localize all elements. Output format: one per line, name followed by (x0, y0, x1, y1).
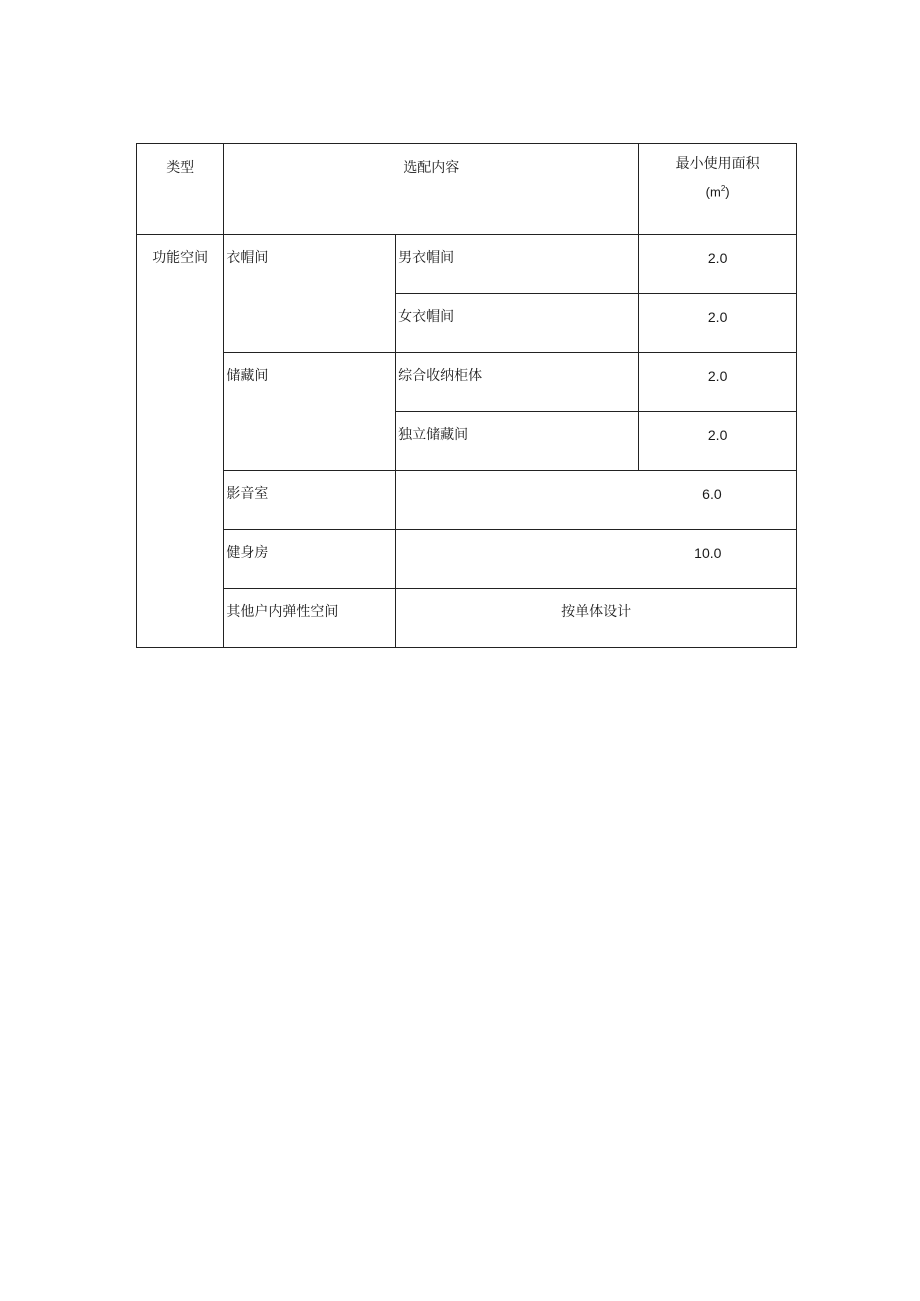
table-row (137, 235, 797, 294)
table-row (137, 471, 797, 530)
area-cell: 2.0 (639, 353, 797, 412)
table-header-row (137, 144, 797, 235)
category-cell: 功能空间 (137, 235, 224, 648)
area-cell: 2.0 (639, 412, 797, 471)
optional-space-table (136, 143, 797, 648)
group-cell: 储藏间 (224, 353, 396, 471)
group-cell: 健身房 (224, 530, 396, 589)
item-cell: 女衣帽间 (396, 294, 639, 353)
header-area-unit: $(m^2)$ (705, 184, 730, 200)
group-cell: 衣帽间 (224, 235, 396, 353)
area-cell: 2.0 (639, 294, 797, 353)
area-cell: 2.0 (639, 235, 797, 294)
header-type: 类型 (137, 144, 224, 235)
group-cell: 其他户内弹性空间 (224, 589, 396, 648)
item-cell: 男衣帽间 (396, 235, 639, 294)
header-content: 选配内容 (224, 144, 639, 235)
table-row (137, 589, 797, 648)
area-cell: 6.0 (396, 471, 797, 530)
group-cell: 影音室 (224, 471, 396, 530)
header-area (639, 144, 797, 235)
area-cell: 10.0 (396, 530, 797, 589)
area-cell: 按单体设计 (396, 589, 797, 648)
item-cell: 独立储藏间 (396, 412, 639, 471)
header-area-label: 最小使用面积 (675, 156, 760, 172)
item-cell: 综合收纳柜体 (396, 353, 639, 412)
table-row (137, 353, 797, 412)
table-row (137, 530, 797, 589)
